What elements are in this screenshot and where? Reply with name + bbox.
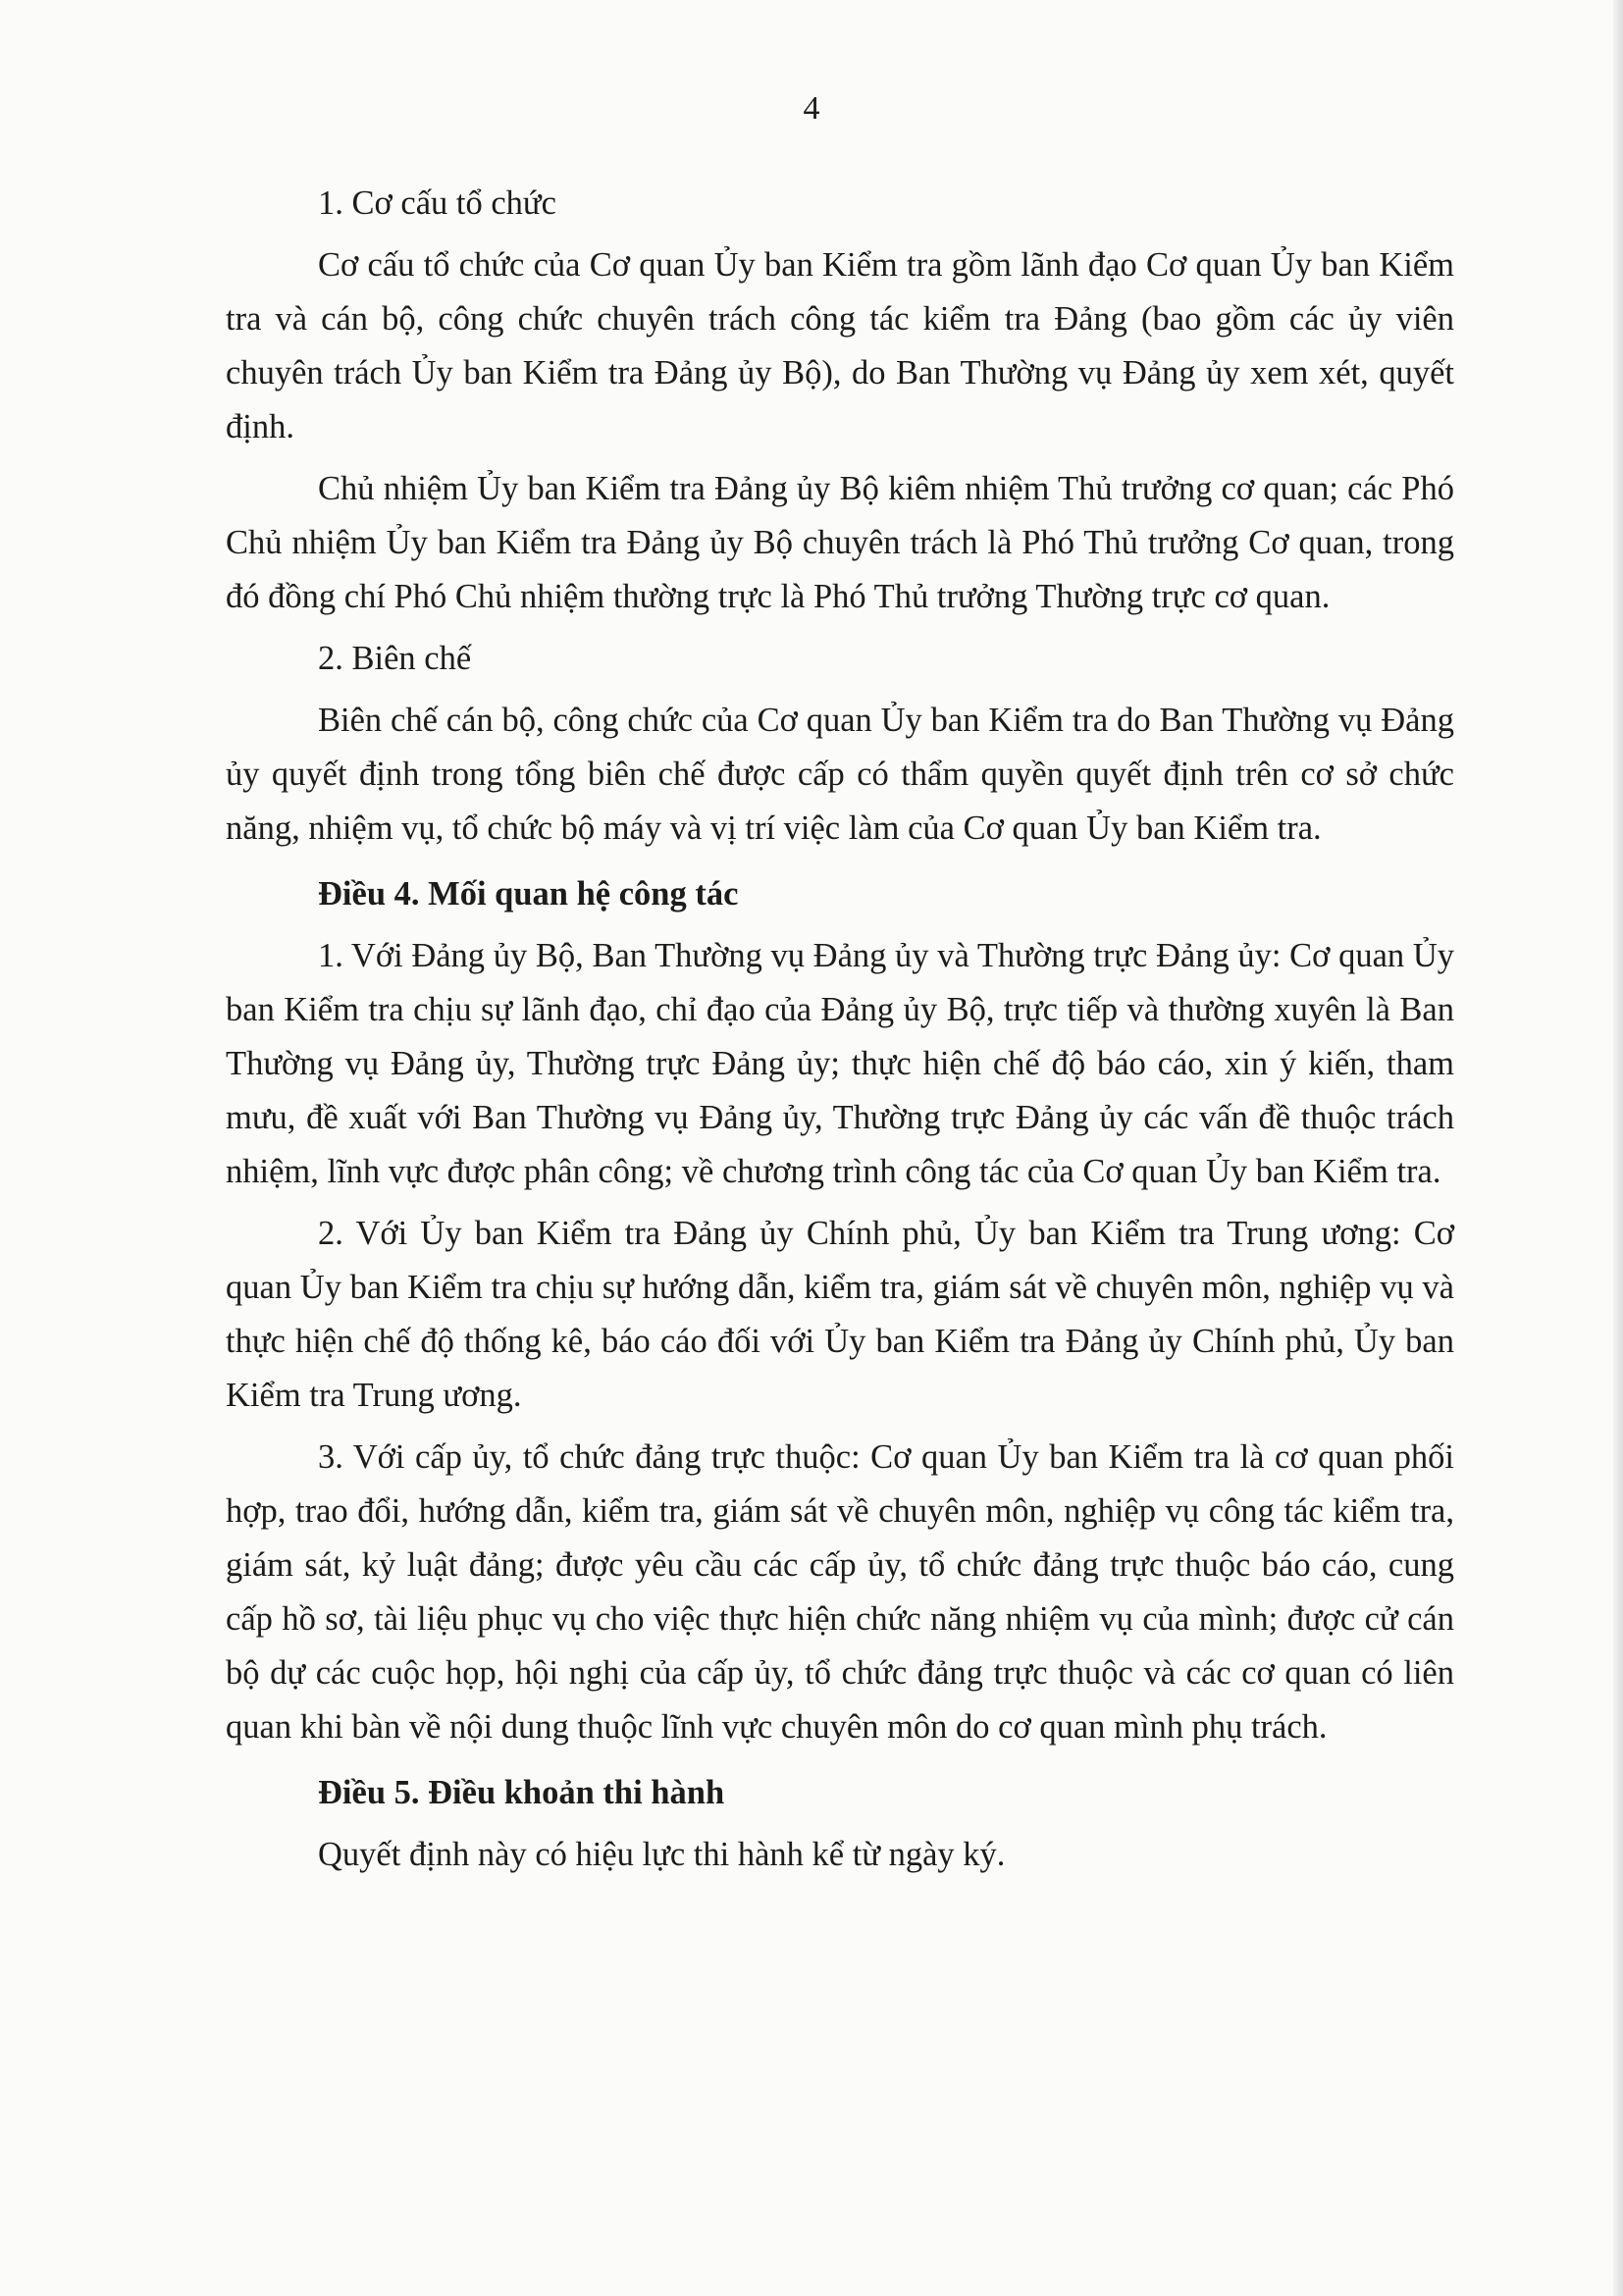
article-5-heading: Điều 5. Điều khoản thi hành	[318, 1774, 725, 1811]
paragraph-relation-2: 2. Với Ủy ban Kiểm tra Đảng ủy Chính phủ, Ủy ban Kiểm tra Trung ương: Cơ quan Ủy ban Kiểm tra chịu sự hướng dẫn, kiểm tra, giám sát về chuyên môn, nghiệp vụ và thực hiện chế độ thống kê, báo cáo đối với Ủy ban Kiểm tra Đảng ủy Chính phủ, Ủy ban Kiểm tra Trung ương.	[226, 1215, 1454, 1414]
section-item-org-structure: 1. Cơ cấu tổ chức	[318, 184, 556, 222]
article-4-heading: Điều 4. Mối quan hệ công tác	[318, 875, 739, 913]
paragraph-relation-1: 1. Với Đảng ủy Bộ, Ban Thường vụ Đảng ủy và Thường trực Đảng ủy: Cơ quan Ủy ban Kiểm tra chịu sự lãnh đạo, chỉ đạo của Đảng ủy Bộ, trực tiếp và thường xuyên là Ban Thường vụ Đảng ủy, Thường trực Đảng ủy; thực hiện chế độ báo cáo, xin ý kiến, tham mưu, đề xuất với Ban Thường vụ Đảng ủy, Thường trực Đảng ủy các vấn đề thuộc trách nhiệm, lĩnh vực được phân công; về chương trình công tác của Cơ quan Ủy ban Kiểm tra.	[226, 937, 1454, 1190]
paragraph-effect: Quyết định này có hiệu lực thi hành kể từ ngày ký.	[318, 1836, 1006, 1873]
page-number: 4	[803, 90, 820, 127]
paragraph-relation-3: 3. Với cấp ủy, tổ chức đảng trực thuộc: Cơ quan Ủy ban Kiểm tra là cơ quan phối hợp, trao đổi, hướng dẫn, kiểm tra, giám sát về chuyên môn, nghiệp vụ công tác kiểm tra, giám sát, kỷ luật đảng; được yêu cầu các cấp ủy, tổ chức đảng trực thuộc báo cáo, cung cấp hồ sơ, tài liệu phục vụ cho việc thực hiện chức năng nhiệm vụ của mình; được cử cán bộ dự các cuộc họp, hội nghị của cấp ủy, tổ chức đảng trực thuộc và các cơ quan có liên quan khi bàn về nội dung thuộc lĩnh vực chuyên môn do cơ quan mình phụ trách.	[226, 1438, 1454, 1746]
paragraph-chair: Chủ nhiệm Ủy ban Kiểm tra Đảng ủy Bộ kiêm nhiệm Thủ trưởng cơ quan; các Phó Chủ nhiệm Ủy ban Kiểm tra Đảng ủy Bộ chuyên trách là Phó Thủ trưởng Cơ quan, trong đó đồng chí Phó Chủ nhiệm thường trực là Phó Thủ trưởng Thường trực cơ quan.	[226, 470, 1454, 615]
paragraph-staffing: Biên chế cán bộ, công chức của Cơ quan Ủy ban Kiểm tra do Ban Thường vụ Đảng ủy quyết định trong tổng biên chế được cấp có thẩm quyền quyết định trên cơ sở chức năng, nhiệm vụ, tổ chức bộ máy và vị trí việc làm của Cơ quan Ủy ban Kiểm tra.	[226, 702, 1454, 847]
page-edge-shadow	[1613, 0, 1623, 2296]
paragraph-org-structure: Cơ cấu tổ chức của Cơ quan Ủy ban Kiểm tra gồm lãnh đạo Cơ quan Ủy ban Kiểm tra và cán bộ, công chức chuyên trách công tác kiểm tra Đảng (bao gồm các ủy viên chuyên trách Ủy ban Kiểm tra Đảng ủy Bộ), do Ban Thường vụ Đảng ủy xem xét, quyết định.	[226, 246, 1454, 445]
document-body	[226, 177, 1454, 1882]
section-item-staffing: 2. Biên chế	[318, 640, 472, 677]
